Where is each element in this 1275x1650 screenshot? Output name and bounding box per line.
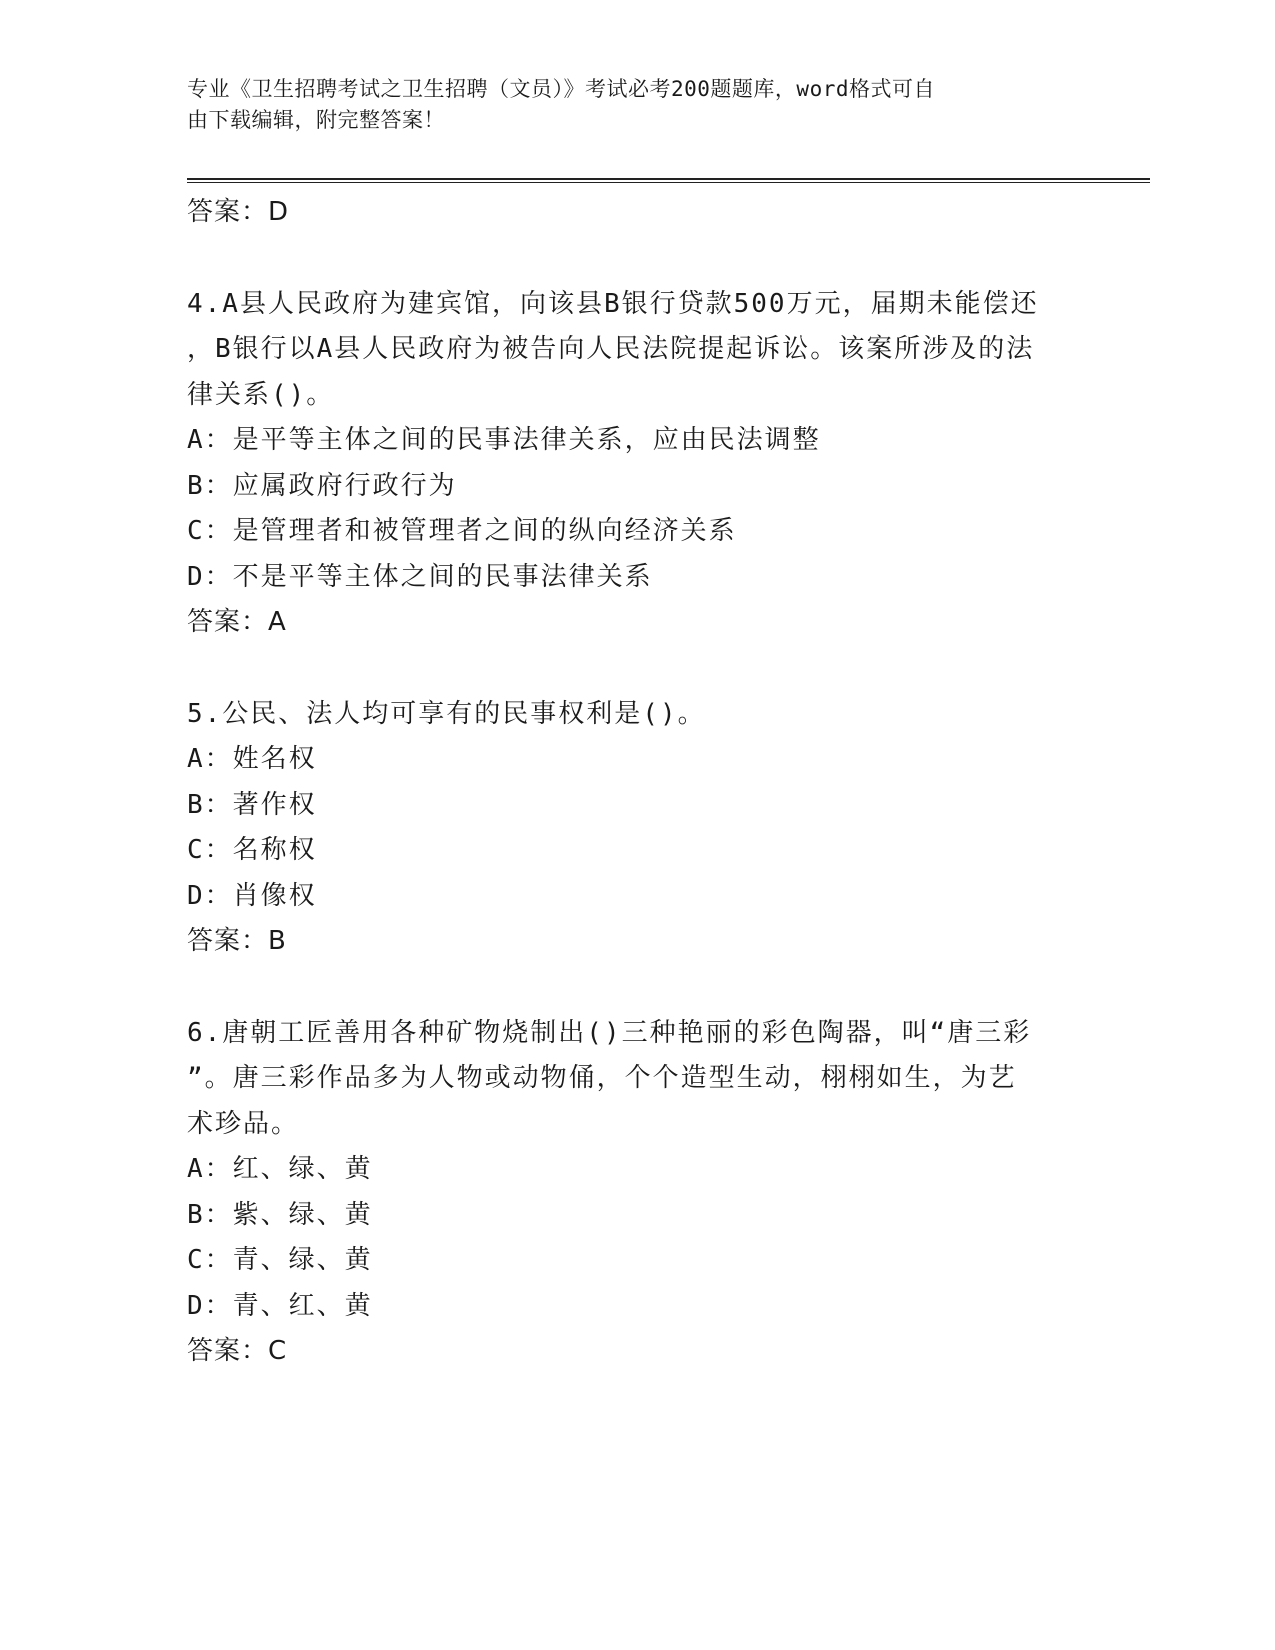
question-block-5 — [187, 692, 1087, 965]
question-stem-line: ”。唐三彩作品多为人物或动物俑，个个造型生动，栩栩如生，为艺 — [187, 1063, 1017, 1093]
question-stem-line: 5.公民、法人均可享有的民事权利是()。 — [187, 698, 706, 729]
question-block-6 — [187, 1011, 1087, 1375]
option-d: D：不是平等主体之间的民事法律关系 — [187, 561, 653, 592]
option-b: B：紫、绿、黄 — [187, 1199, 373, 1230]
question-stem-line: ，B银行以A县人民政府为被告向人民法院提起诉讼。该案所涉及的法 — [187, 334, 1035, 364]
answer-line: 答案：B — [187, 926, 287, 956]
question-block-4 — [187, 282, 1087, 646]
answer-line: 答案：C — [187, 1336, 288, 1366]
option-a: A：红、绿、黄 — [187, 1154, 373, 1184]
question-stem-line: 6.唐朝工匠善用各种矿物烧制出()三种艳丽的彩色陶器，叫“唐三彩 — [187, 1017, 1032, 1048]
header-rule-thin — [187, 182, 1150, 183]
option-c: C：名称权 — [187, 835, 317, 865]
option-b: B：应属政府行政行为 — [187, 470, 457, 501]
option-a: A：姓名权 — [187, 744, 317, 774]
question-list — [187, 190, 1087, 1375]
option-d: D：肖像权 — [187, 880, 317, 911]
option-c: C：是管理者和被管理者之间的纵向经济关系 — [187, 516, 737, 546]
header-rule-thick — [187, 178, 1150, 180]
header-line-1: 专业《卫生招聘考试之卫生招聘（文员）》考试必考200题题库，word格式可自 — [187, 77, 935, 101]
option-d: D：青、红、黄 — [187, 1290, 373, 1321]
answer-line: 答案：A — [187, 607, 287, 637]
question-stem-line: 4.A县人民政府为建宾馆，向该县B银行贷款500万元，届期未能偿还 — [187, 288, 1039, 319]
header-line-2: 由下载编辑，附完整答案！ — [187, 108, 445, 132]
document-header — [187, 74, 1067, 136]
option-a: A：是平等主体之间的民事法律关系，应由民法调整 — [187, 425, 821, 455]
option-c: C：青、绿、黄 — [187, 1245, 373, 1275]
previous-answer: 答案：D — [187, 197, 290, 227]
option-b: B：著作权 — [187, 789, 317, 820]
question-stem-line: 术珍品。 — [187, 1108, 300, 1139]
question-stem-line: 律关系()。 — [187, 379, 335, 410]
